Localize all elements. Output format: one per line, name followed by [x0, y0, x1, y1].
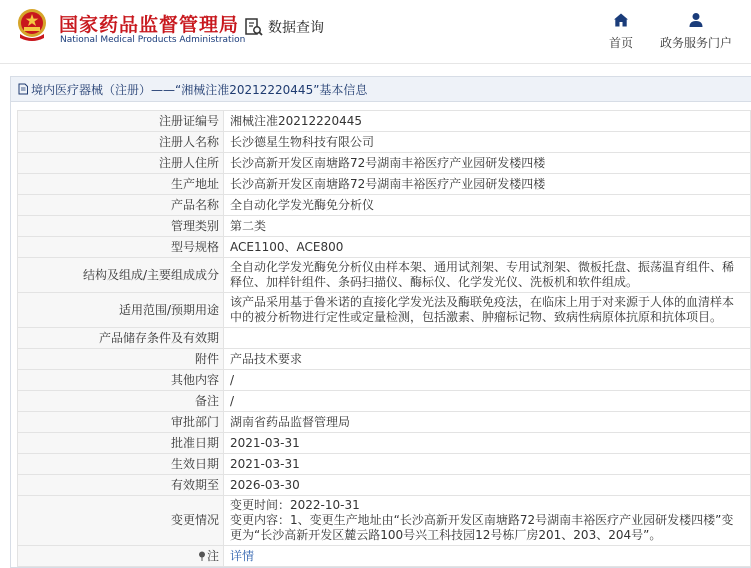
- row-value: 该产品采用基于鲁米诺的直接化学发光法及酶联免疫法，在临床上用于对来源于人体的血清样本中的被分析物进行定性或定量检测，包括激素、肿瘤标记物、致病性病原体抗原和抗体项目。: [224, 293, 751, 328]
- change-label: 变更情况: [18, 496, 224, 546]
- row-value: 湖南省药品监督管理局: [224, 412, 751, 433]
- table-row: [18, 475, 751, 496]
- change-time: 变更时间：2022-10-31: [230, 498, 360, 512]
- row-value: [224, 328, 751, 349]
- row-label: 生效日期: [18, 454, 224, 475]
- note-label-cell: [18, 546, 224, 567]
- row-value: 全自动化学发光酶免分析仪由样本架、通用试剂架、专用试剂架、微板托盘、振荡温育组件、稀释位、加样针组件、条码扫描仪、酶标仪、化学发光仪、洗板机和软件组成。: [224, 258, 751, 293]
- row-value: 长沙德星生物科技有限公司: [224, 132, 751, 153]
- table-row: [18, 258, 751, 293]
- details-link[interactable]: 详情: [230, 548, 255, 563]
- nav-home[interactable]: [581, 12, 661, 51]
- row-value: /: [224, 370, 751, 391]
- table-row: [18, 293, 751, 328]
- row-value: 2021-03-31: [224, 454, 751, 475]
- row-value: 产品技术要求: [224, 349, 751, 370]
- site-header: [0, 0, 751, 60]
- table-row: [18, 433, 751, 454]
- table-row: [18, 195, 751, 216]
- table-row: [18, 111, 751, 132]
- nav-service-portal[interactable]: [656, 12, 736, 51]
- table-row-note: [18, 546, 751, 567]
- row-label: 有效期至: [18, 475, 224, 496]
- info-panel: [10, 76, 751, 568]
- row-value: 第二类: [224, 216, 751, 237]
- row-value: ACE1100、ACE800: [224, 237, 751, 258]
- row-label: 型号规格: [18, 237, 224, 258]
- row-value: 2026-03-30: [224, 475, 751, 496]
- row-label: 产品储存条件及有效期: [18, 328, 224, 349]
- row-label: 审批部门: [18, 412, 224, 433]
- nav-home-label: 首页: [608, 36, 633, 50]
- pin-icon: [198, 551, 206, 561]
- table-row: [18, 328, 751, 349]
- table-row: [18, 454, 751, 475]
- header-divider: [0, 63, 751, 64]
- home-icon: [613, 12, 629, 28]
- row-label: 附件: [18, 349, 224, 370]
- table-row: [18, 216, 751, 237]
- row-value: 全自动化学发光酶免分析仪: [224, 195, 751, 216]
- panel-title-text: 境内医疗器械（注册）——“湘械注准20212220445”基本信息: [31, 82, 368, 97]
- note-value: [224, 546, 751, 567]
- row-value: 湘械注准20212220445: [224, 111, 751, 132]
- data-query-link[interactable]: [244, 16, 324, 38]
- row-label: 注册人名称: [18, 132, 224, 153]
- row-label: 结构及组成/主要组成成分: [18, 258, 224, 293]
- table-row: [18, 412, 751, 433]
- national-emblem-icon: [16, 8, 48, 44]
- row-label: 适用范围/预期用途: [18, 293, 224, 328]
- panel-title: [11, 77, 751, 102]
- row-label: 生产地址: [18, 174, 224, 195]
- row-value: 长沙高新开发区南塘路72号湖南丰裕医疗产业园研发楼四楼: [224, 153, 751, 174]
- table-row: [18, 391, 751, 412]
- registration-info-table: [17, 110, 751, 567]
- row-label: 产品名称: [18, 195, 224, 216]
- document-search-icon: [244, 17, 264, 37]
- row-label: 管理类别: [18, 216, 224, 237]
- table-row: [18, 174, 751, 195]
- table-row: [18, 153, 751, 174]
- change-value: [224, 496, 751, 546]
- row-label: 其他内容: [18, 370, 224, 391]
- change-content: 变更内容：1、变更生产地址由“长沙高新开发区南塘路72号湖南丰裕医疗产业园研发楼四楼”变更为“长沙高新开发区麓云路100号兴工科技园12号栋厂房201、203、204号”。: [230, 513, 734, 542]
- row-label: 备注: [18, 391, 224, 412]
- note-label: 注: [206, 548, 219, 563]
- table-row: [18, 370, 751, 391]
- row-label: 批准日期: [18, 433, 224, 454]
- row-label: 注册人住所: [18, 153, 224, 174]
- table-row: [18, 349, 751, 370]
- document-icon: [17, 83, 29, 95]
- row-label: 注册证编号: [18, 111, 224, 132]
- table-row: [18, 132, 751, 153]
- nav-service-label: 政务服务门户: [659, 36, 732, 50]
- user-icon: [688, 12, 704, 28]
- table-row-change: [18, 496, 751, 546]
- row-value: /: [224, 391, 751, 412]
- brand-name-en: National Medical Products Administration: [60, 35, 246, 45]
- row-value: 长沙高新开发区南塘路72号湖南丰裕医疗产业园研发楼四楼: [224, 174, 751, 195]
- table-row: [18, 237, 751, 258]
- data-query-label: 数据查询: [268, 20, 324, 36]
- row-value: 2021-03-31: [224, 433, 751, 454]
- brand-name-cn: 国家药品监督管理局: [59, 14, 240, 36]
